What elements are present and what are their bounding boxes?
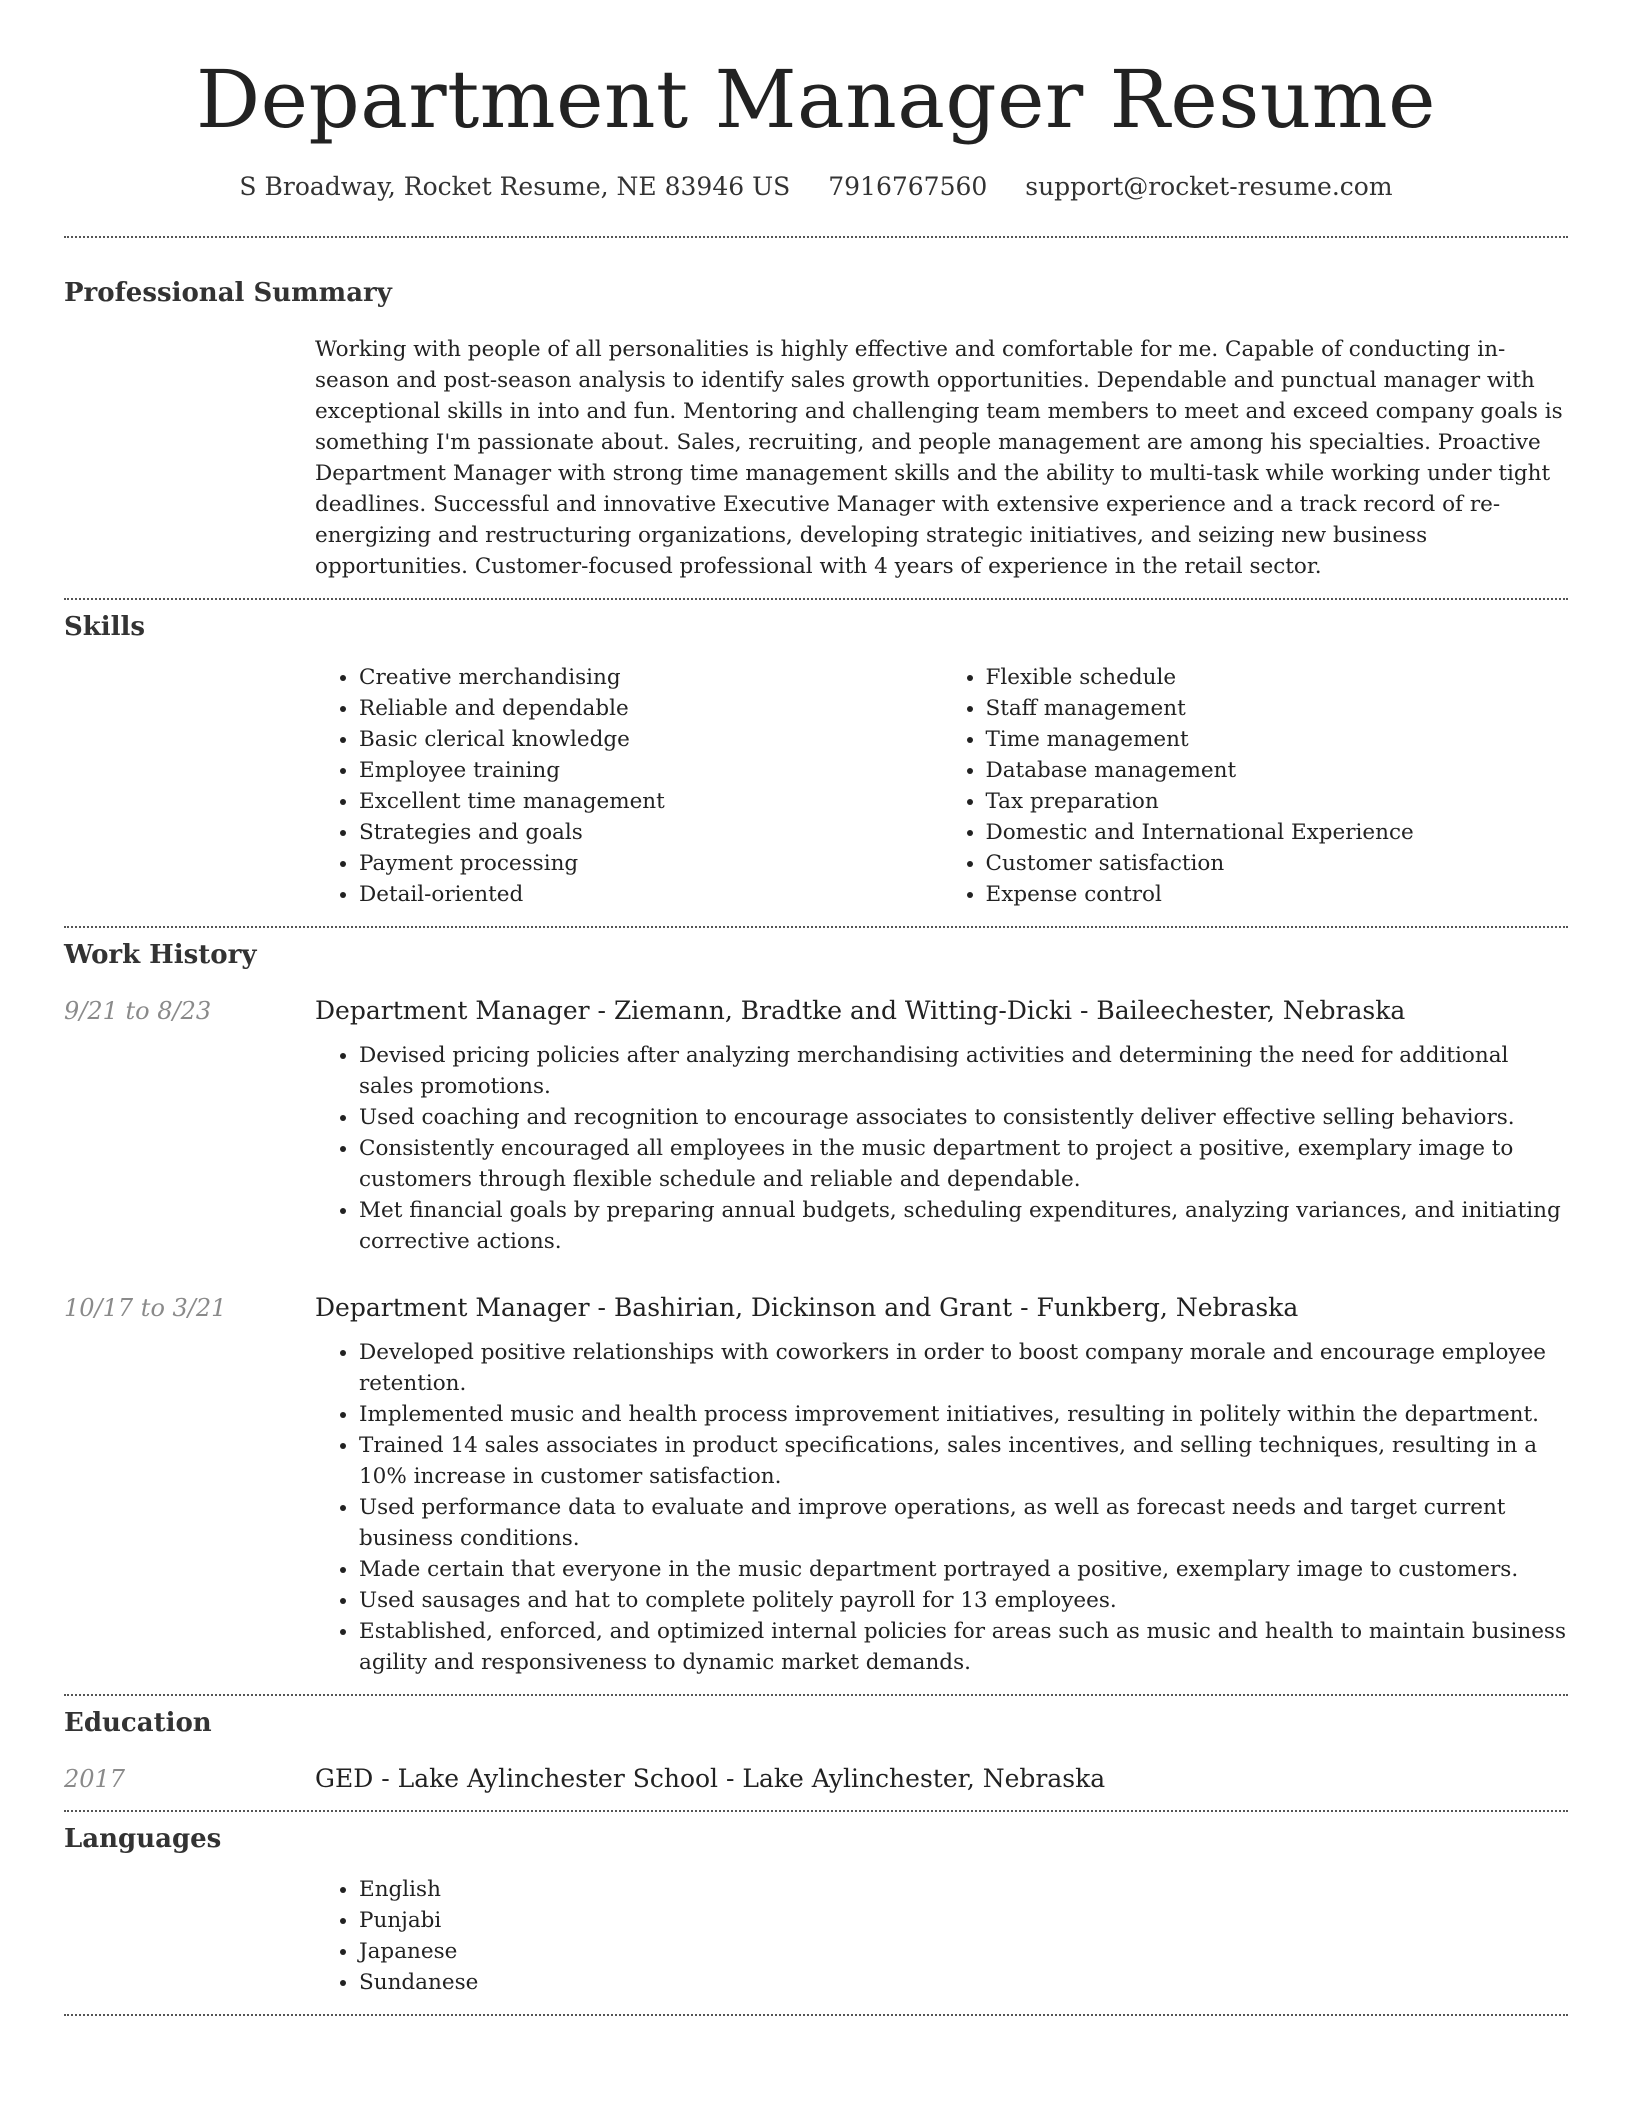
list-item: • Payment processing — [359, 848, 942, 879]
divider — [64, 598, 1568, 600]
job-entry — [64, 1291, 1568, 1325]
list-item: • Devised pricing policies after analyzing merchandising activities and determining the need for additional sales promotions. — [359, 1040, 1568, 1102]
summary-heading: Professional Summary — [64, 278, 392, 308]
contact-email: support@rocket-resume.com — [1025, 172, 1393, 201]
divider — [64, 236, 1568, 238]
list-item: • Customer satisfaction — [986, 848, 1569, 879]
list-item: • Developed positive relationships with coworkers in order to boost company morale and encourage employee retention. — [359, 1337, 1568, 1399]
list-item: • Punjabi — [359, 1905, 1568, 1936]
languages-list — [315, 1874, 1568, 1998]
list-item: • Time management — [986, 724, 1569, 755]
job-entry — [64, 994, 1568, 1028]
list-item: • Staff management — [986, 693, 1569, 724]
job-title: Department Manager - Ziemann, Bradtke and Witting-Dicki - Baileechester, Nebraska — [315, 996, 1406, 1025]
job-bullets — [315, 1040, 1568, 1257]
divider — [64, 926, 1568, 928]
list-item: • Consistently encouraged all employees in the music department to project a positive, exemplary image to customers through flexible schedule and reliable and dependable. — [359, 1133, 1568, 1195]
list-item: • Japanese — [359, 1936, 1568, 1967]
list-item: • Tax preparation — [986, 786, 1569, 817]
job-dates: 9/21 to 8/23 — [64, 997, 212, 1025]
list-item: • English — [359, 1874, 1568, 1905]
list-item: • Used performance data to evaluate and improve operations, as well as forecast needs and target current business conditions. — [359, 1492, 1568, 1554]
list-item: • Established, enforced, and optimized internal policies for areas such as music and health to maintain business agility and responsiveness to dynamic market demands. — [359, 1616, 1568, 1678]
education-year: 2017 — [64, 1765, 126, 1793]
job-bullets — [315, 1337, 1568, 1678]
resume-page — [64, 0, 1568, 2016]
education-entry — [64, 1762, 1568, 1796]
divider — [64, 2014, 1568, 2016]
contact-address: S Broadway, Rocket Resume, NE 83946 US — [239, 172, 791, 201]
skills-heading: Skills — [64, 612, 146, 642]
contact-line — [64, 170, 1568, 204]
list-item: • Used sausages and hat to complete politely payroll for 13 employees. — [359, 1585, 1568, 1616]
languages-heading: Languages — [64, 1824, 222, 1854]
list-item: • Excellent time management — [359, 786, 942, 817]
resume-title: Department Manager Resume — [196, 53, 1436, 146]
list-item: • Used coaching and recognition to encourage associates to consistently deliver effective selling behaviors. — [359, 1102, 1568, 1133]
list-item: • Sundanese — [359, 1967, 1568, 1998]
summary-text: Working with people of all personalities is highly effective and comfortable for me. Capable of conducting in-season and post-season analysis to identify sales growth opportunities. Dependable and punctual manager with exceptional skills in into and fun. Mentoring and challenging team members to meet and exceed company goals is something I'm passionate about. Sales, recruiting, and people management are among his specialties. Proactive Department Manager with strong time management skills and the ability to multi-task while working under tight deadlines. Successful and innovative Executive Manager with extensive experience and a track record of re-energizing and restructuring organizations, developing strategic initiatives, and seizing new business opportunities. Customer-focused professional with 4 years of experience in the retail sector. — [315, 337, 1563, 579]
list-item: • Employee training — [359, 755, 942, 786]
skills-column-right — [942, 662, 1569, 910]
list-item: • Reliable and dependable — [359, 693, 942, 724]
skills-column-left — [315, 662, 942, 910]
job-dates: 10/17 to 3/21 — [64, 1294, 227, 1322]
work-heading: Work History — [64, 940, 257, 970]
job-title: Department Manager - Bashirian, Dickinson and Grant - Funkberg, Nebraska — [315, 1293, 1299, 1322]
list-item: • Expense control — [986, 879, 1569, 910]
divider — [64, 1694, 1568, 1696]
contact-phone: 7916767560 — [828, 172, 988, 201]
list-item: • Basic clerical knowledge — [359, 724, 942, 755]
list-item: • Made certain that everyone in the music department portrayed a positive, exemplary image to customers. — [359, 1554, 1568, 1585]
skills-list — [315, 662, 1568, 910]
list-item: • Trained 14 sales associates in product specifications, sales incentives, and selling techniques, resulting in a 10% increase in customer satisfaction. — [359, 1430, 1568, 1492]
list-item: • Detail-oriented — [359, 879, 942, 910]
list-item: • Implemented music and health process improvement initiatives, resulting in politely within the department. — [359, 1399, 1568, 1430]
list-item: • Domestic and International Experience — [986, 817, 1569, 848]
list-item: • Database management — [986, 755, 1569, 786]
list-item: • Creative merchandising — [359, 662, 942, 693]
divider — [64, 1810, 1568, 1812]
list-item: • Strategies and goals — [359, 817, 942, 848]
list-item: • Met financial goals by preparing annual budgets, scheduling expenditures, analyzing variances, and initiating corrective actions. — [359, 1195, 1568, 1257]
education-title: GED - Lake Aylinchester School - Lake Aylinchester, Nebraska — [315, 1764, 1106, 1793]
list-item: • Flexible schedule — [986, 662, 1569, 693]
education-heading: Education — [64, 1708, 212, 1738]
